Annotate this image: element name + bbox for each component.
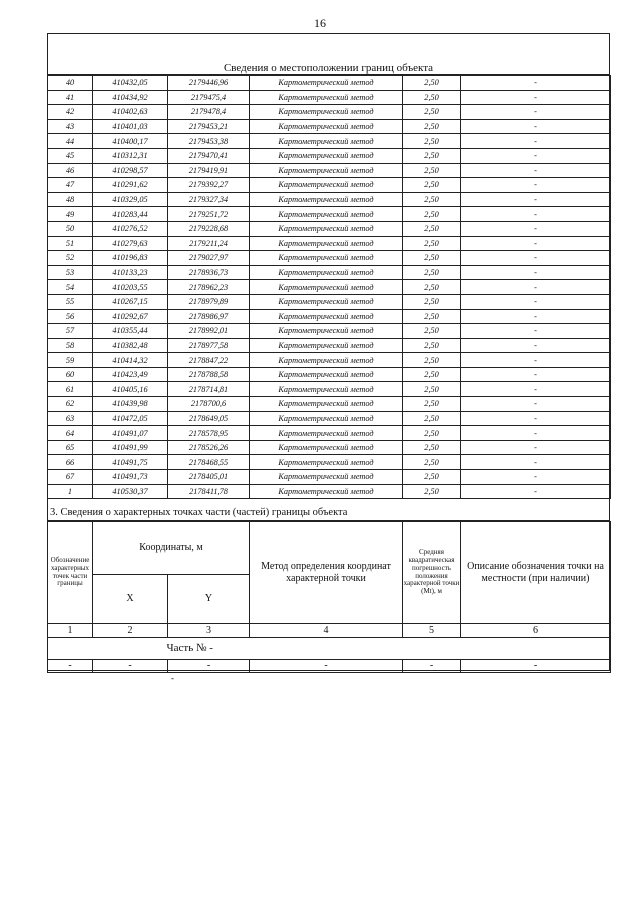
header-error: Средняя квадратическая погрешность положения характерной точки (Mt), м: [403, 522, 461, 624]
table-row: [48, 484, 611, 499]
table-cell: Картометрический метод: [250, 221, 403, 236]
table-cell: 56: [48, 309, 93, 324]
table-cell: 55: [48, 294, 93, 309]
table-cell: 2,50: [403, 440, 461, 455]
table-cell: 2178992,01: [168, 324, 250, 339]
table-cell: 410530,37: [93, 484, 168, 499]
table-cell: 2,50: [403, 148, 461, 163]
table-cell: Картометрический метод: [250, 470, 403, 485]
header-description: Описание обозначения точки на местности (при наличии): [461, 522, 611, 624]
table-cell: 2,50: [403, 353, 461, 368]
table-cell: -: [461, 470, 611, 485]
table-row: [48, 397, 611, 412]
table-cell: Картометрический метод: [250, 163, 403, 178]
table-cell: -: [461, 382, 611, 397]
table-cell: -: [461, 221, 611, 236]
table-cell: Картометрический метод: [250, 265, 403, 280]
table-cell: 64: [48, 426, 93, 441]
table-cell: -: [461, 178, 611, 193]
table-cell: 2,50: [403, 455, 461, 470]
table-cell: 2179251,72: [168, 207, 250, 222]
table-cell: -: [461, 426, 611, 441]
table-cell: 2178986,97: [168, 309, 250, 324]
table-cell: -: [461, 76, 611, 91]
table-cell: 2,50: [403, 309, 461, 324]
table-cell: 67: [48, 470, 93, 485]
table-cell: 410491,07: [93, 426, 168, 441]
table-cell: Картометрический метод: [250, 353, 403, 368]
table-cell: Картометрический метод: [250, 411, 403, 426]
empty-cell: -: [48, 660, 93, 673]
table-row: [48, 192, 611, 207]
table-cell: -: [461, 119, 611, 134]
table-cell: Картометрический метод: [250, 178, 403, 193]
table-cell: -: [461, 192, 611, 207]
table-cell: 42: [48, 105, 93, 120]
table-cell: 2,50: [403, 119, 461, 134]
section3-title: 3. Сведения о характерных точках части (частей) границы объекта: [50, 507, 348, 518]
table-cell: -: [461, 294, 611, 309]
table-cell: 2179470,41: [168, 148, 250, 163]
table-cell: Картометрический метод: [250, 455, 403, 470]
section-title: Сведения о местоположении границ объекта: [223, 62, 434, 74]
table-row: [48, 280, 611, 295]
table-cell: -: [461, 236, 611, 251]
table-cell: 2,50: [403, 426, 461, 441]
table-cell: 410298,57: [93, 163, 168, 178]
table-cell: Картометрический метод: [250, 90, 403, 105]
table-cell: Картометрический метод: [250, 382, 403, 397]
table-cell: 410434,92: [93, 90, 168, 105]
table-cell: 410402,63: [93, 105, 168, 120]
table-cell: 2179475,4: [168, 90, 250, 105]
table-cell: 66: [48, 455, 93, 470]
table-cell: 60: [48, 367, 93, 382]
table-cell: 2,50: [403, 280, 461, 295]
table-cell: 410439,98: [93, 397, 168, 412]
table-cell: 410432,05: [93, 76, 168, 91]
table-cell: 2178936,73: [168, 265, 250, 280]
header-y: Y: [168, 575, 250, 624]
table-cell: 2,50: [403, 134, 461, 149]
col-number: 5: [403, 624, 461, 638]
table-cell: 410401,03: [93, 119, 168, 134]
empty-cell: -: [250, 660, 403, 673]
table-cell: Картометрический метод: [250, 324, 403, 339]
table-cell: 2178977,58: [168, 338, 250, 353]
table-row: [48, 324, 611, 339]
table-cell: Картометрический метод: [250, 119, 403, 134]
table-row: [48, 236, 611, 251]
table-cell: 65: [48, 440, 93, 455]
empty-cell: -: [168, 660, 250, 673]
table-row: [48, 105, 611, 120]
table-cell: 50: [48, 221, 93, 236]
header-coordinates: Координаты, м: [93, 522, 250, 575]
table-cell: 2179392,27: [168, 178, 250, 193]
table-cell: 2178526,26: [168, 440, 250, 455]
table-cell: 410423,49: [93, 367, 168, 382]
col-number: 6: [461, 624, 611, 638]
table-cell: 410291,62: [93, 178, 168, 193]
table-row: [48, 353, 611, 368]
table-cell: 2,50: [403, 163, 461, 178]
table-row: [48, 163, 611, 178]
empty-cell: -: [403, 660, 461, 673]
table-cell: 61: [48, 382, 93, 397]
table-row: [48, 90, 611, 105]
table-cell: 2,50: [403, 105, 461, 120]
table-cell: Картометрический метод: [250, 76, 403, 91]
table-cell: 2,50: [403, 236, 461, 251]
table-cell: 54: [48, 280, 93, 295]
table-cell: 2,50: [403, 397, 461, 412]
col-number: 3: [168, 624, 250, 638]
empty-cell: -: [461, 660, 611, 673]
table-cell: Картометрический метод: [250, 397, 403, 412]
empty-cell: -: [93, 660, 168, 673]
table-cell: -: [461, 105, 611, 120]
table-cell: -: [461, 324, 611, 339]
table-cell: 410283,44: [93, 207, 168, 222]
table-cell: -: [461, 484, 611, 499]
table-cell: Картометрический метод: [250, 338, 403, 353]
table-row: [48, 309, 611, 324]
table-row: [48, 426, 611, 441]
table-cell: 410355,44: [93, 324, 168, 339]
table-cell: 2178962,23: [168, 280, 250, 295]
table-cell: -: [461, 265, 611, 280]
table-cell: 2179027,97: [168, 251, 250, 266]
table-cell: 2178847,22: [168, 353, 250, 368]
table-cell: 410414,32: [93, 353, 168, 368]
table-cell: 2,50: [403, 251, 461, 266]
table-cell: 2,50: [403, 265, 461, 280]
table-cell: 2179453,38: [168, 134, 250, 149]
table-cell: -: [461, 440, 611, 455]
table-cell: 49: [48, 207, 93, 222]
table-cell: Картометрический метод: [250, 484, 403, 499]
table-row: [48, 119, 611, 134]
table-cell: 51: [48, 236, 93, 251]
table-cell: -: [461, 367, 611, 382]
table-cell: -: [461, 455, 611, 470]
table-cell: 410267,15: [93, 294, 168, 309]
table-cell: 57: [48, 324, 93, 339]
page-number: 16: [314, 16, 326, 30]
table-cell: 2,50: [403, 411, 461, 426]
table-cell: 2,50: [403, 470, 461, 485]
table-cell: -: [461, 163, 611, 178]
table-cell: -: [461, 353, 611, 368]
table-cell: -: [461, 411, 611, 426]
table-cell: -: [461, 280, 611, 295]
table-cell: 2179446,96: [168, 76, 250, 91]
table-row: [48, 382, 611, 397]
table-cell: 2179327,34: [168, 192, 250, 207]
table-cell: -: [461, 309, 611, 324]
table-cell: 2179211,24: [168, 236, 250, 251]
table-cell: Картометрический метод: [250, 148, 403, 163]
table-cell: 2179478,4: [168, 105, 250, 120]
table-row: [48, 221, 611, 236]
table-cell: 2178788,58: [168, 367, 250, 382]
table-cell: 41: [48, 90, 93, 105]
table-cell: 410491,73: [93, 470, 168, 485]
table-cell: 59: [48, 353, 93, 368]
table-cell: 40: [48, 76, 93, 91]
table-row: [48, 411, 611, 426]
table-cell: -: [461, 251, 611, 266]
table-cell: 46: [48, 163, 93, 178]
table-row: [48, 455, 611, 470]
table-row: [48, 207, 611, 222]
table-cell: 2,50: [403, 484, 461, 499]
section3-table: [47, 521, 611, 673]
table-row: [48, 440, 611, 455]
table-cell: 2179419,91: [168, 163, 250, 178]
table-cell: Картометрический метод: [250, 207, 403, 222]
table-cell: 63: [48, 411, 93, 426]
table-cell: Картометрический метод: [250, 236, 403, 251]
table-cell: 410382,48: [93, 338, 168, 353]
table-cell: 410279,63: [93, 236, 168, 251]
table-row: [48, 470, 611, 485]
table-cell: 410312,31: [93, 148, 168, 163]
table-row: [48, 367, 611, 382]
table-cell: 2,50: [403, 338, 461, 353]
table-row: [48, 265, 611, 280]
table-cell: -: [461, 207, 611, 222]
table-cell: 2178411,78: [168, 484, 250, 499]
table-cell: Картометрический метод: [250, 426, 403, 441]
table-cell: 2,50: [403, 76, 461, 91]
table-cell: 2,50: [403, 294, 461, 309]
table-cell: -: [461, 90, 611, 105]
table-cell: 1: [48, 484, 93, 499]
table-cell: Картометрический метод: [250, 280, 403, 295]
table-cell: Картометрический метод: [250, 134, 403, 149]
table-cell: -: [461, 148, 611, 163]
table-cell: -: [461, 338, 611, 353]
table-cell: 410400,17: [93, 134, 168, 149]
table-row: [48, 148, 611, 163]
part-label: Часть № -: [93, 638, 611, 660]
header-designation: Обозначение характерных точек части границы: [48, 522, 93, 624]
table-cell: 47: [48, 178, 93, 193]
table-row: [48, 134, 611, 149]
table-cell: Картометрический метод: [250, 105, 403, 120]
table-row: [48, 338, 611, 353]
table-cell: 2,50: [403, 221, 461, 236]
stray-mark: -: [171, 673, 174, 683]
col-number: 2: [93, 624, 168, 638]
table-cell: Картометрический метод: [250, 309, 403, 324]
table-row: [48, 251, 611, 266]
table-cell: Картометрический метод: [250, 440, 403, 455]
table-cell: Картометрический метод: [250, 367, 403, 382]
table-cell: 2178468,55: [168, 455, 250, 470]
table-cell: Картометрический метод: [250, 294, 403, 309]
table-cell: 410196,83: [93, 251, 168, 266]
table-cell: 410329,05: [93, 192, 168, 207]
table-cell: 410472,05: [93, 411, 168, 426]
table-cell: 2178649,05: [168, 411, 250, 426]
table-cell: 58: [48, 338, 93, 353]
table-cell: 43: [48, 119, 93, 134]
table-cell: 48: [48, 192, 93, 207]
table-cell: 2,50: [403, 367, 461, 382]
table-row: [48, 76, 611, 91]
table-cell: 2178979,89: [168, 294, 250, 309]
table-cell: 410133,23: [93, 265, 168, 280]
table-cell: -: [461, 397, 611, 412]
table-cell: 2,50: [403, 178, 461, 193]
table-cell: 2,50: [403, 324, 461, 339]
table-cell: 2179228,68: [168, 221, 250, 236]
col-number: 1: [48, 624, 93, 638]
table-cell: 2,50: [403, 207, 461, 222]
table-cell: 410491,99: [93, 440, 168, 455]
table-cell: 2,50: [403, 192, 461, 207]
table-cell: 52: [48, 251, 93, 266]
table-cell: 62: [48, 397, 93, 412]
table-row: [48, 178, 611, 193]
table-cell: 410405,16: [93, 382, 168, 397]
table-cell: 410292,67: [93, 309, 168, 324]
table-cell: 410276,52: [93, 221, 168, 236]
table-cell: 2178714,81: [168, 382, 250, 397]
table-cell: -: [461, 134, 611, 149]
table-cell: Картометрический метод: [250, 192, 403, 207]
table-cell: 2,50: [403, 90, 461, 105]
table-cell: 410203,55: [93, 280, 168, 295]
header-x: X: [93, 575, 168, 624]
header-method: Метод определения координат характерной точки: [250, 522, 403, 624]
table-cell: 2,50: [403, 382, 461, 397]
table-cell: 44: [48, 134, 93, 149]
table-cell: Картометрический метод: [250, 251, 403, 266]
table-cell: 45: [48, 148, 93, 163]
table-cell: 2178700,6: [168, 397, 250, 412]
table-row: [48, 294, 611, 309]
table-cell: 410491,75: [93, 455, 168, 470]
table-cell: 2178405,01: [168, 470, 250, 485]
col-number: 4: [250, 624, 403, 638]
table-cell: 53: [48, 265, 93, 280]
points-table: [47, 75, 611, 499]
table-cell: 2179453,21: [168, 119, 250, 134]
table-cell: 2178578,95: [168, 426, 250, 441]
